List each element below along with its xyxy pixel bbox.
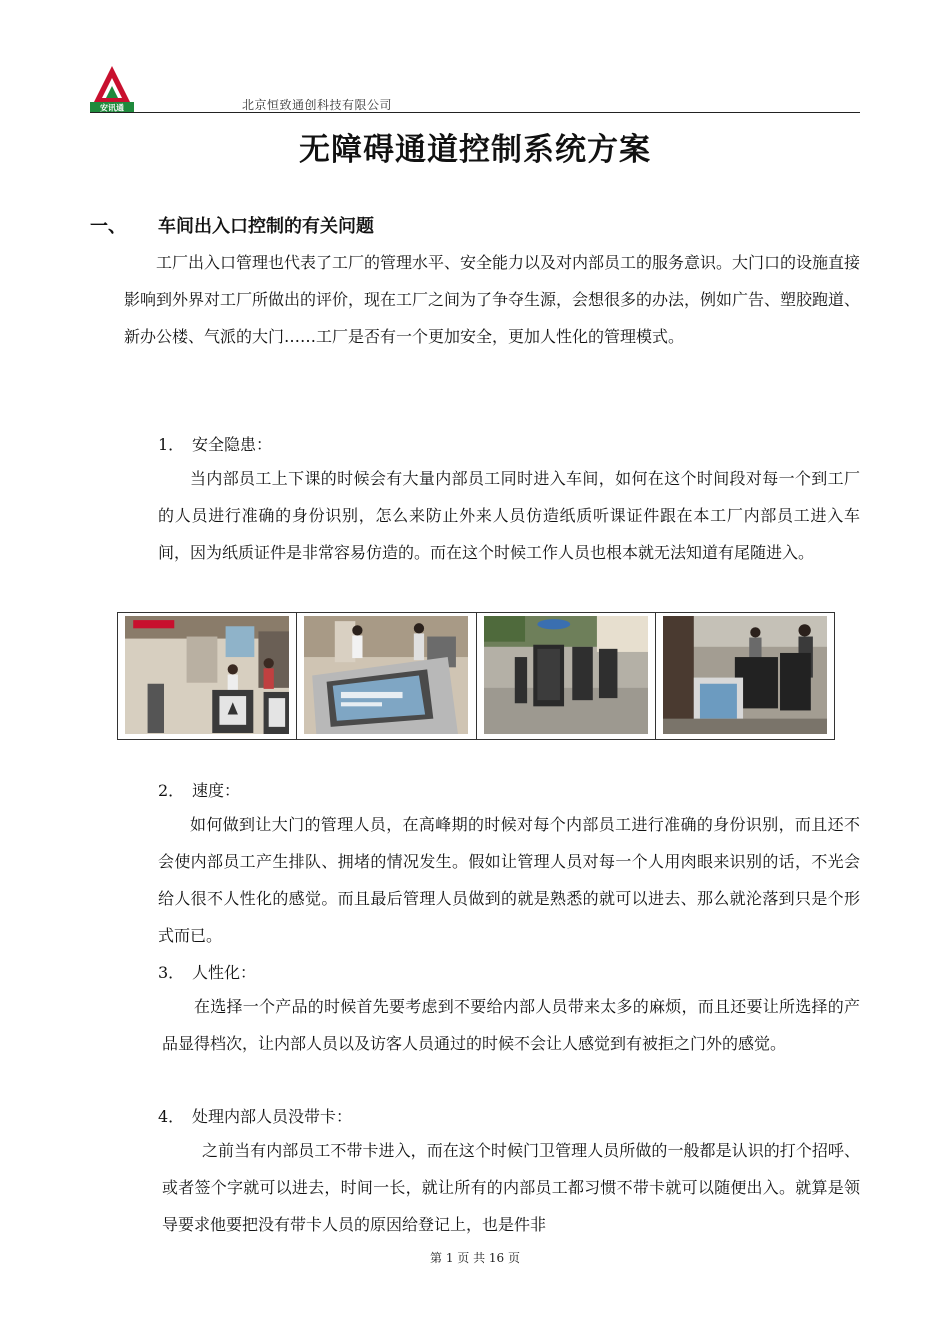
item-2-heading [158, 778, 240, 801]
page-header [90, 64, 860, 114]
item-3-text: 在选择一个产品的时候首先要考虑到不要给内部人员带来太多的麻烦，而且还要让所选择的产品显得档次，让内部人员以及访客人员通过的时候不会让人感觉到有被拒之门外的感觉。 [162, 997, 860, 1053]
photo-control-terminal [663, 616, 827, 734]
svg-text:安讯通: 安讯通 [100, 103, 124, 112]
item-3-heading [158, 960, 256, 983]
item-2-number: 2． [158, 781, 185, 800]
photo-gate-screen [304, 616, 468, 734]
company-logo [90, 64, 134, 112]
section-number: 一、 [90, 216, 126, 237]
photo-cell-3 [477, 613, 656, 739]
item-3-title: 人性化： [192, 963, 257, 982]
photo-cell-1 [118, 613, 297, 739]
header-rule [90, 112, 860, 113]
item-4-title: 处理内部人员没带卡： [192, 1107, 353, 1126]
section-title: 车间出入口控制的有关问题 [158, 216, 374, 237]
company-name: 北京恒致通创科技有限公司 [242, 98, 393, 112]
item-1-text: 当内部员工上下课的时候会有大量内部员工同时进入车间，如何在这个时间段对每一个到工厂的人员进行准确的身份识别，怎么来防止外来人员仿造纸质听课证件跟在本工厂内部员工进入车间，因为纸质证件是非常容易仿造的。而在这个时候工作人员也根本就无法知道有尾随进入。 [158, 469, 860, 562]
photo-table [117, 612, 835, 740]
item-4-heading [158, 1104, 352, 1127]
document-title: 无障碍通道控制系统方案 [299, 132, 651, 168]
photo-cell-2 [297, 613, 476, 739]
item-3-number: 3． [158, 963, 185, 982]
page-footer: 第 1 页 共 16 页 [430, 1251, 520, 1265]
photo-cell-4 [656, 613, 834, 739]
item-1-number: 1． [158, 435, 185, 454]
item-2-title: 速度： [192, 781, 241, 800]
item-4-number: 4． [158, 1107, 185, 1126]
photo-lobby-turnstiles [125, 616, 289, 734]
intro-paragraph: 工厂出入口管理也代表了工厂的管理水平、安全能力以及对内部员工的服务意识。大门口的设施直接影响到外界对工厂所做出的评价，现在工厂之间为了争夺生源，会想很多的办法，例如广告、塑胶跑道、新办公楼、气派的大门……工厂是否有一个更加安全，更加人性化的管理模式。 [124, 253, 861, 346]
item-1-title: 安全隐患： [192, 435, 273, 454]
item-2-text: 如何做到让大门的管理人员，在高峰期的时候对每个内部员工进行准确的身份识别，而且还不会使内部员工产生排队、拥堵的情况发生。假如让管理人员对每一个人用肉眼来识别的话，不光会给人很不人性化的感觉。而且最后管理人员做到的就是熟悉的就可以进去、那么就沦落到只是个形式而已。 [158, 815, 860, 945]
item-1-heading [158, 432, 272, 455]
item-4-text: 之前当有内部员工不带卡进入，而在这个时候门卫管理人员所做的一般都是认识的打个招呼、或者签个字就可以进去，时间一长，就让所有的内部员工都习惯不带卡就可以随便出入。就算是领导要求他要把没有带卡人员的原因给登记上，也是件非 [162, 1141, 860, 1234]
photo-outdoor-gates [484, 616, 648, 734]
